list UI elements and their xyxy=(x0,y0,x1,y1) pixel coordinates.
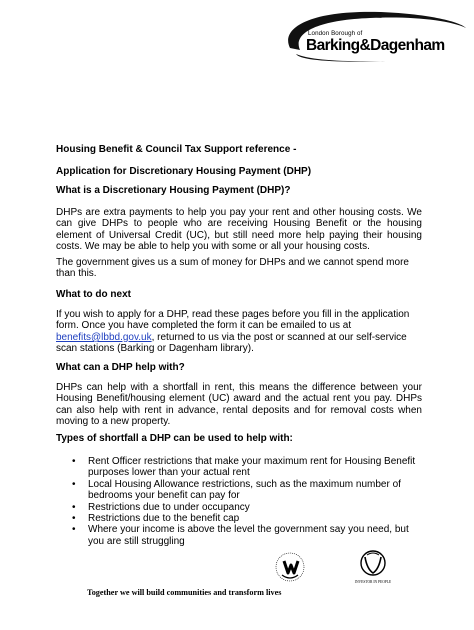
footer-slogan: Together we will build communities and transform lives xyxy=(87,588,282,597)
council-logo xyxy=(270,6,470,64)
paragraph-dhp-definition: DHPs are extra payments to help you pay your rent and other housing costs. We can give DHPs to people who are receiving Housing Benefit or the housing element of Universal Credit (UC), but still need more help paying their housing costs. We may be able to help you with some or all your housing costs. xyxy=(56,207,422,253)
heading-types-of-shortfall: Types of shortfall a DHP can be used to help with: xyxy=(56,433,293,444)
logo-swoosh-icon xyxy=(270,6,470,64)
investor-caption: INVESTOR IN PEOPLE xyxy=(354,580,392,584)
heading-what-to-do-next: What to do next xyxy=(56,289,131,300)
shortfall-list xyxy=(56,456,422,547)
laurel-wreath-icon xyxy=(343,547,403,581)
logo-line1: London Borough of xyxy=(308,30,363,37)
list-item: • Where your income is above the level the government say you need, but you are still struggling xyxy=(72,524,409,547)
bullet-icon: • xyxy=(72,524,76,536)
bullet-icon: • xyxy=(72,456,76,467)
heading-reference: Housing Benefit & Council Tax Support reference - xyxy=(56,144,297,155)
bullet-icon: • xyxy=(72,478,76,490)
bullet-icon: • xyxy=(72,513,76,525)
disability-symbol-icon xyxy=(270,547,330,587)
bullet-icon: • xyxy=(72,501,76,513)
paragraph-what-dhp-helps: DHPs can help with a shortfall in rent, this means the difference between your Housing Benefit/housing element (UC) award and the actual rent you pay. DHPs can also help with rent in advance, rental deposits and for removal costs when moving to a new property. xyxy=(56,382,422,428)
apply-text-start: If you wish to apply for a DHP, read these pages before you fill in the application form. Once you have completed the form it can be emailed to us at xyxy=(56,309,410,332)
positive-about-disabled-people-logo xyxy=(270,547,330,587)
investor-in-people-logo xyxy=(343,547,403,587)
heading-what-is-dhp: What is a Discretionary Housing Payment (DHP)? xyxy=(56,185,291,196)
list-item: • Rent Officer restrictions that make your maximum rent for Housing Benefit purposes lower than your actual rent xyxy=(72,456,416,479)
heading-what-can-help: What can a DHP help with? xyxy=(56,362,185,373)
email-link[interactable]: benefits@lbbd.gov.uk xyxy=(56,331,152,343)
list-item: • Restrictions due to the benefit cap xyxy=(72,513,240,525)
heading-application: Application for Discretionary Housing Payment (DHP) xyxy=(56,166,312,177)
paragraph-government-funding: The government gives us a sum of money for DHPs and we cannot spend more than this. xyxy=(56,257,409,280)
list-item: • Local Housing Allowance restrictions, such as the maximum number of bedrooms your benefit can pay for xyxy=(72,478,401,502)
list-item: • Restrictions due to under occupancy xyxy=(72,501,250,513)
logo-line2: Barking&Dagenham xyxy=(306,37,445,54)
paragraph-how-to-apply xyxy=(56,309,422,355)
apply-text-end: , returned to us via the post or scanned at our self-service scan stations (Barking or Dagenham library). xyxy=(56,331,407,355)
